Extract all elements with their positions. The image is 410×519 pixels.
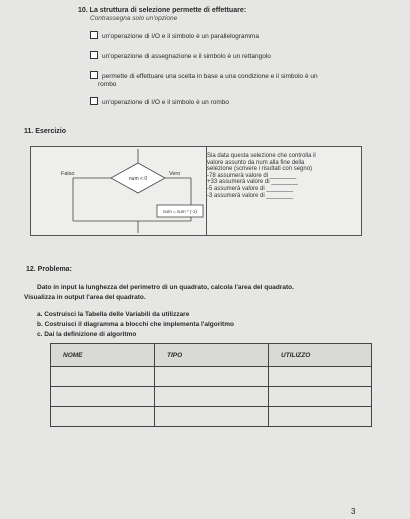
checkbox[interactable] bbox=[90, 71, 98, 79]
variables-table bbox=[50, 343, 372, 427]
table-cell[interactable] bbox=[51, 407, 155, 427]
option-3[interactable] bbox=[90, 71, 370, 89]
question-10-title: 10. La struttura di selezione permette di effettuare: bbox=[78, 7, 247, 14]
table-cell[interactable] bbox=[269, 367, 372, 387]
question-12-title: 12. Problema: bbox=[26, 266, 72, 273]
checkbox[interactable] bbox=[90, 97, 98, 105]
table-header-row bbox=[51, 344, 372, 367]
checkbox[interactable] bbox=[90, 51, 98, 59]
option-label: permette di effettuare una scelta in base a una condizione e il simbolo è un bbox=[102, 73, 318, 80]
column-header-utilizzo: UTILIZZO bbox=[269, 344, 372, 367]
false-label: Falso bbox=[61, 171, 75, 177]
option-label: un'operazione di assegnazione e il simbolo è un rettangolo bbox=[102, 53, 271, 60]
option-label: un'operazione di I/O e il simbolo è un parallelogramma bbox=[102, 33, 259, 40]
problem-text-1: Dato in input la lunghezza del perimetro di un quadrato, calcola l'area del quadrato. bbox=[37, 284, 294, 291]
option-2[interactable] bbox=[90, 51, 370, 61]
page-number: 3 bbox=[351, 507, 356, 516]
problem-text-2: Visualizza in output l'area del quadrato. bbox=[24, 294, 146, 301]
table-cell[interactable] bbox=[269, 387, 372, 407]
text-line: selezione (scrivere i risultati con segno) bbox=[207, 166, 313, 173]
text-line: valore assunto da num alla fine della bbox=[207, 159, 305, 166]
table-row[interactable] bbox=[51, 387, 372, 407]
answer-line[interactable]: -3 assumerà valore di ________ bbox=[207, 192, 294, 199]
table-cell[interactable] bbox=[51, 367, 155, 387]
exercise-text bbox=[207, 153, 357, 199]
option-label-continued: rombo bbox=[98, 81, 117, 88]
answer-line[interactable]: -78 assumerà valore di ________ bbox=[207, 172, 297, 179]
flowchart-diagram bbox=[31, 147, 206, 235]
checkbox[interactable] bbox=[90, 31, 98, 39]
table-cell[interactable] bbox=[155, 367, 269, 387]
condition-label: num < 0 bbox=[128, 176, 148, 182]
text-line: Sia data questa selezione che controlla il bbox=[207, 153, 316, 159]
task-a: a. Costruisci la Tabella delle Variabili da utilizzare bbox=[37, 311, 190, 318]
process-label: num = num * (-1) bbox=[163, 209, 197, 214]
option-4[interactable] bbox=[90, 97, 370, 107]
task-c: c. Dai la definizione di algoritmo bbox=[37, 331, 137, 338]
answer-line[interactable]: -5 assumerà valore di ________ bbox=[207, 185, 294, 192]
flowchart bbox=[31, 147, 207, 235]
answer-line[interactable]: +33 assumerà valore di ________ bbox=[207, 179, 298, 186]
true-label: Vero bbox=[169, 171, 181, 177]
question-10-instruction: Contrassegna solo un'opzione bbox=[90, 15, 178, 22]
table-cell[interactable] bbox=[155, 387, 269, 407]
table-row[interactable] bbox=[51, 367, 372, 387]
option-1[interactable] bbox=[90, 31, 370, 41]
task-b: b. Costruisci il diagramma a blocchi che implementa l'algoritmo bbox=[37, 321, 234, 328]
table-cell[interactable] bbox=[51, 387, 155, 407]
column-header-nome: NOME bbox=[51, 344, 155, 367]
table-row[interactable] bbox=[51, 407, 372, 427]
column-header-tipo: TIPO bbox=[155, 344, 269, 367]
exercise-box bbox=[30, 146, 362, 236]
question-11-title: 11. Esercizio bbox=[24, 128, 67, 135]
table-cell[interactable] bbox=[269, 407, 372, 427]
table-cell[interactable] bbox=[155, 407, 269, 427]
option-label: un'operazione di I/O e il simbolo è un rombo bbox=[102, 99, 229, 106]
